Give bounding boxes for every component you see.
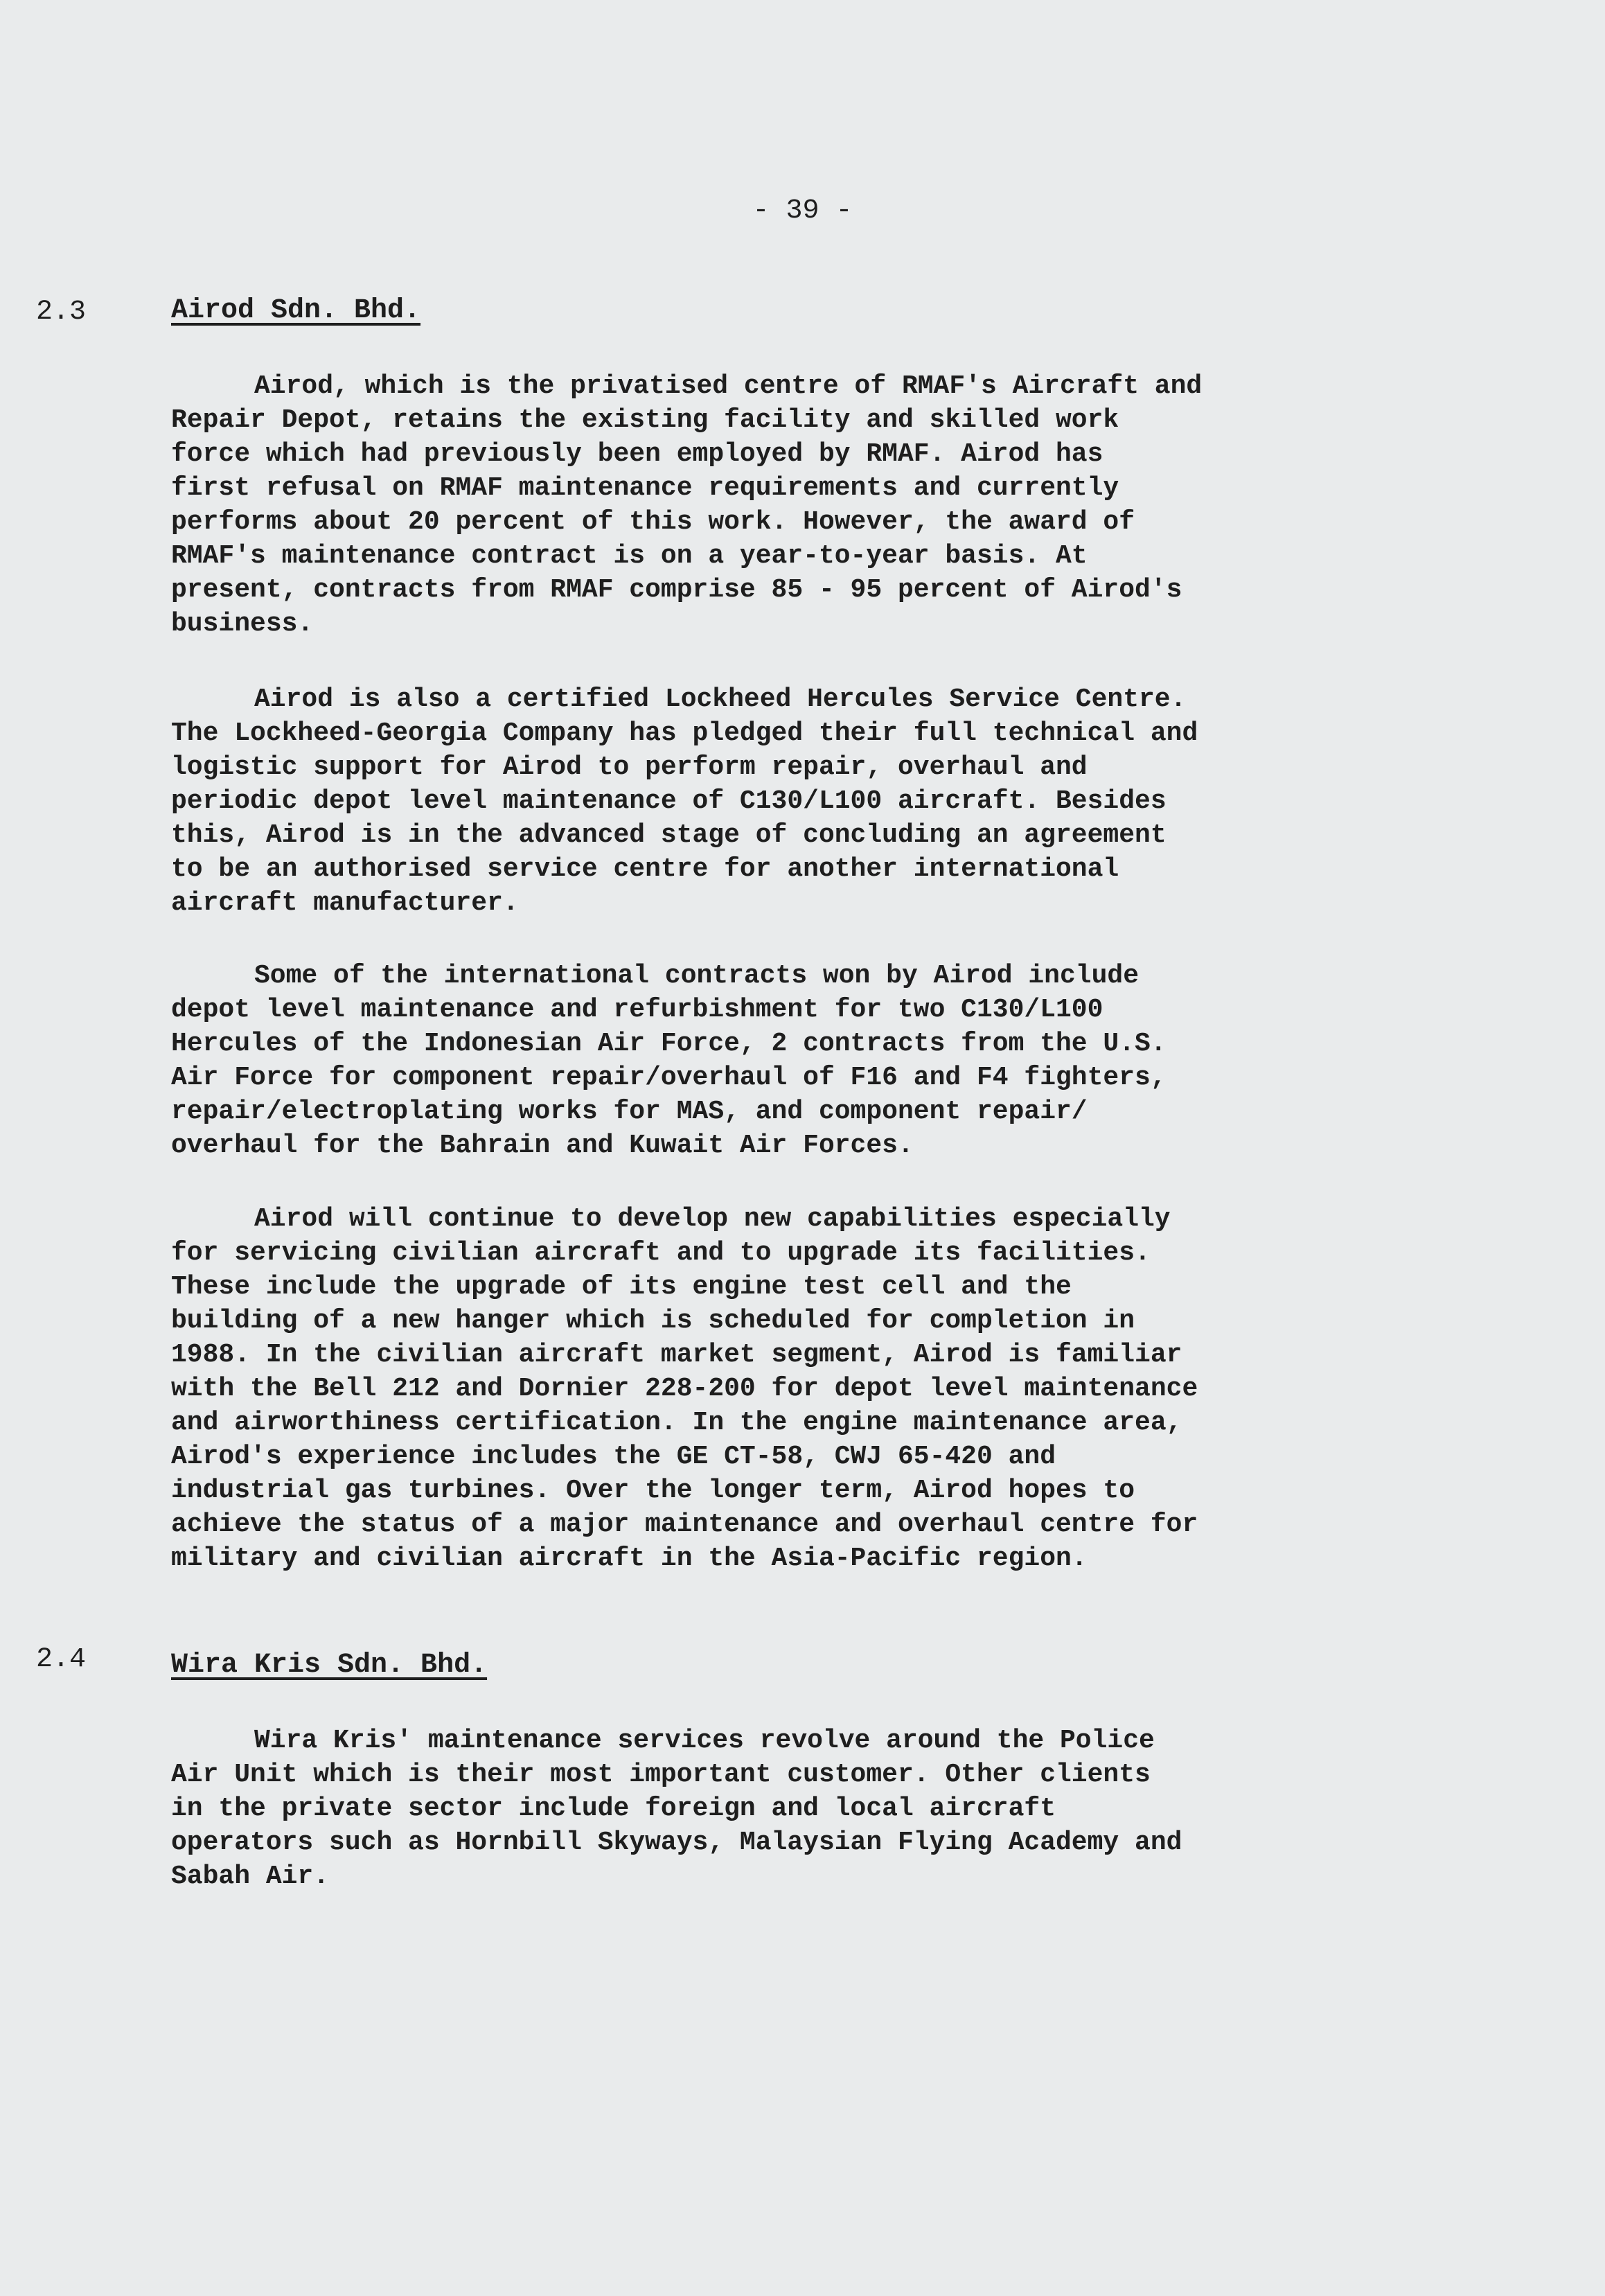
paragraph: Airod, which is the privatised centre of RMAF's Aircraft and Repair Depot, retains the existing facility and skilled work force which had previously been employed by RMAF. Airod has first refusal on RMAF maintenance requirements and currently performs about 20 percent of this work. However, the award of RMAF's maintenance contract is on a year-to-year basis. At present, contracts from RMAF comprise 85 - 95 percent of Airod's business. [171, 371, 1203, 639]
section-title: Wira Kris Sdn. Bhd. [171, 1650, 488, 1681]
section-title: Airod Sdn. Bhd. [171, 295, 421, 326]
paragraph: Airod will continue to develop new capabilities especially for servicing civilian aircraft and to upgrade its facilities. These include the upgrade of its engine test cell and the building of a new hanger which is scheduled for completion in 1988. In the civilian aircraft market segment, Airod is familiar with the Bell 212 and Dornier 228-200 for depot level maintenance and airworthiness certification. In the engine maintenance area, Airod's experience includes the GE CT-58, CWJ 65-420 and industrial gas turbines. Over the longer term, Airod hopes to achieve the status of a major maintenance and overhaul centre for military and civilian aircraft in the Asia-Pacific region. [171, 1204, 1198, 1573]
page-number: - 39 - [752, 195, 853, 227]
section-number: 2.3 [36, 297, 87, 328]
section-number: 2.4 [36, 1644, 87, 1675]
paragraph: Some of the international contracts won by Airod include depot level maintenance and refurbishment for two C130/L100 Hercules of the Indonesian Air Force, 2 contracts from the U.S. Air Force for component repair/overhaul of F16 and F4 fighters, repair/electroplating works for MAS, and component repair/ overhaul for the Bahrain and Kuwait Air Forces. [171, 961, 1167, 1160]
paragraph: Wira Kris' maintenance services revolve around the Police Air Unit which is their most important customer. Other clients in the private sector include foreign and local aircraft operators such as Hornbill Skyways, Malaysian Flying Academy and Sabah Air. [171, 1726, 1182, 1891]
paragraph: Airod is also a certified Lockheed Hercules Service Centre. The Lockheed-Georgia Company has pledged their full technical and logistic support for Airod to perform repair, overhaul and periodic depot level maintenance of C130/L100 aircraft. Besides this, Airod is in the advanced stage of concluding an agreement to be an authorised service centre for another international aircraft manufacturer. [171, 685, 1198, 918]
